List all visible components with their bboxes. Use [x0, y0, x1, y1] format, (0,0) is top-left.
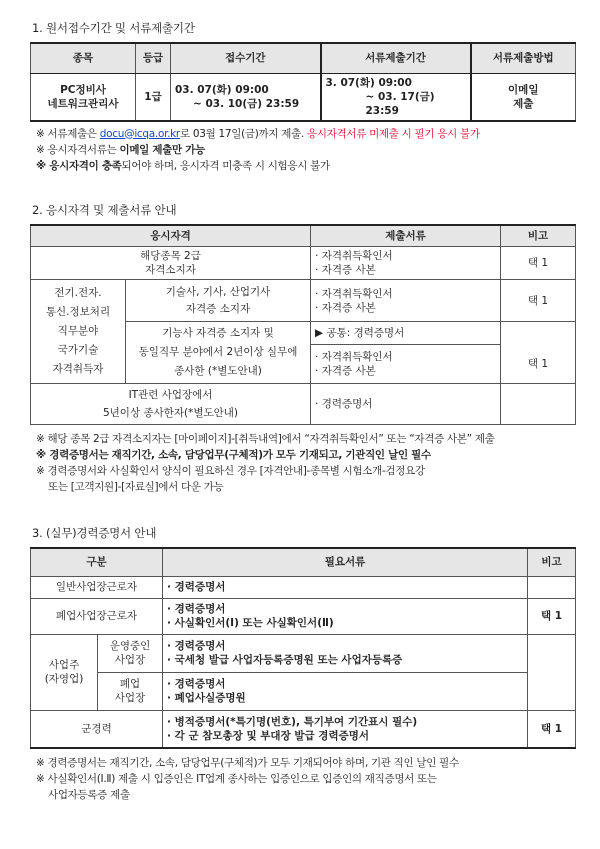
email-link[interactable]: docu@icqa.or.kr: [99, 127, 180, 140]
note-fact-confirm-cont: 사업자등록증 제출: [48, 789, 130, 801]
qual-it-experience: [31, 384, 311, 425]
qual-grade2: [31, 247, 311, 280]
header-remark: 비고: [528, 548, 576, 576]
note-career-cert: ※ 경력증명서는 재직기간, 소속, 담당업무(구체적)가 모두 기재되고, 기관직인 날인 필수: [36, 449, 431, 461]
header-grade: 등급: [136, 43, 171, 73]
remark-craftsman: 택 1: [501, 344, 576, 383]
doc-line: · 경력증명서: [167, 678, 226, 690]
label-line: 폐업: [119, 678, 141, 690]
doc-line: · 병적증명서(*특기명(번호), 특기부여 기간표시 필수): [167, 715, 418, 728]
category-owner: [31, 634, 98, 710]
item-line: 네트워크관리사: [47, 97, 119, 110]
docs-engineer: [311, 280, 501, 322]
note-text: 로 03월 17일(금)까지 제출.: [179, 127, 308, 140]
note-bold: 이메일 제출만 가능: [119, 143, 205, 156]
label-line: 운영중인: [109, 640, 151, 652]
group-line: 전기.전자.: [54, 287, 102, 299]
category-military: 군경력: [31, 710, 163, 748]
note-text: ※ 응시자격서류는: [36, 143, 120, 156]
qual-line: 기술사, 기사, 산업기사: [165, 285, 271, 298]
docs-craftsman: [311, 344, 501, 383]
method-line: 이메일: [508, 83, 539, 96]
group-label-cell: [31, 280, 126, 384]
section3-table: [30, 547, 576, 749]
qual-craftsman: [126, 322, 311, 384]
section2-table: [30, 224, 576, 426]
submission-end: ~ 03. 17(금) 23:59: [365, 90, 435, 117]
docs-owner-closed: [163, 672, 528, 710]
group-line: 자격취득자: [52, 363, 104, 375]
item-cell: [31, 73, 136, 121]
doc-line: · 국세청 발급 사업자등록증명원 또는 사업자등록증: [167, 654, 403, 666]
note-career-cert: ※ 경력증명서는 재직기간, 소속, 담당업무(구체적)가 모두 기재되어야 하며, 기관 직인 날인 필수: [36, 757, 459, 769]
note-text: ※ 서류제출은: [36, 127, 100, 140]
qual-line: IT관련 사업장에서: [128, 389, 213, 401]
doc-line: · 각 군 참모총장 및 부대장 발급 경력증명서: [167, 729, 370, 742]
docs-it-experience: · 경력증명서: [311, 384, 501, 425]
group-line: 직무분야: [57, 325, 99, 337]
document-page: [30, 20, 575, 803]
method-cell: [471, 73, 576, 121]
reception-cell: [171, 73, 321, 121]
reception-end: ~ 03. 10(금) 23:59: [193, 97, 300, 110]
header-required-docs: 필요서류: [163, 548, 528, 576]
grade-cell: 1급: [136, 73, 171, 121]
reception-start: 03. 07(화) 09:00: [175, 83, 269, 96]
header-documents: 제출서류: [311, 225, 501, 247]
docs-closed-business: [163, 598, 528, 634]
remark-grade2: 택 1: [501, 247, 576, 280]
doc-line: · 경력증명서: [167, 603, 226, 615]
group-line: 사업주: [48, 659, 80, 671]
category-closed-business: 폐업사업장근로자: [31, 598, 163, 634]
note-qualification: [30, 158, 575, 174]
doc-line: · 자격취득확인서: [315, 350, 393, 363]
note-email-only: [30, 142, 575, 158]
doc-line: · 자격취득확인서: [315, 250, 393, 262]
note-fact-confirm: ※ 사실확인서(Ⅰ.Ⅱ) 제출 시 입증인은 IT업계 종사하는 입증인으로 입증인의 재직증명서 또는: [36, 773, 437, 785]
qual-line: 5년이상 종사한자(*별도안내): [102, 407, 239, 419]
group-line: 통신.정보처리: [45, 306, 111, 318]
label-line: 사업장: [114, 654, 146, 666]
label-line: 사업장: [114, 692, 146, 704]
note-bold: ※ 응시자격이 충족: [36, 159, 122, 172]
header-category: 구분: [31, 548, 163, 576]
header-remark: 비고: [501, 225, 576, 247]
remark-owner: [528, 634, 576, 710]
section2-title: 2. 응시자격 및 제출서류 안내: [32, 202, 177, 217]
doc-line: · 자격증 사본: [315, 364, 376, 377]
remark-military: 택 1: [528, 710, 576, 748]
header-submission: 서류제출기간: [321, 43, 471, 73]
section3-title: 3. (실무)경력증명서 안내: [32, 526, 157, 540]
header-reception: 접수기간: [171, 43, 321, 73]
docs-grade2: [311, 247, 501, 280]
submission-start: 3. 07(화) 09:00: [325, 76, 412, 89]
item-line: PC정비사: [60, 83, 106, 96]
docs-military: [163, 710, 528, 748]
section3-notes: [30, 755, 575, 803]
header-qualification: 응시자격: [31, 225, 311, 247]
note-forms: ※ 경력증명서와 사실확인서 양식이 필요하신 경우 [자격안내]-종목별 시험소개-검정요강: [36, 465, 425, 477]
header-method: 서류제출방법: [471, 43, 576, 73]
doc-line: · 자격취득확인서: [315, 287, 393, 300]
doc-line: · 경력증명서: [167, 640, 226, 652]
doc-line: · 자격증 사본: [315, 301, 376, 314]
qual-line: 자격증 소지자: [185, 302, 251, 315]
section1-title: 1. 원서접수기간 및 서류제출기간: [32, 21, 195, 35]
category-owner-operating: [98, 634, 163, 672]
docs-general: · 경력증명서: [163, 576, 528, 598]
section1-notes: [30, 126, 575, 174]
remark-general: [528, 576, 576, 598]
section1-table: [30, 42, 576, 122]
method-line: 제출: [513, 97, 534, 110]
warning-text: 응시자격서류 미제출 시 필기 응시 불가: [307, 127, 480, 140]
qual-line: 동일직무 분야에서 2년이상 실무에: [138, 346, 298, 358]
header-item: 종목: [31, 43, 136, 73]
group-line: (자영업): [44, 673, 84, 685]
category-general: 일반사업장근로자: [31, 576, 163, 598]
note-forms-cont: 또는 [고객지원]-[자료실]에서 다운 가능: [48, 481, 224, 493]
qual-line: 종사한 (*별도안내): [174, 365, 262, 377]
note-text: 되어야 하며, 응시자격 미충족 시 시험응시 불가: [121, 159, 330, 172]
docs-common: ▶ 공통: 경력증명서: [311, 322, 501, 345]
submission-cell: [321, 73, 471, 121]
remark-empty: [501, 322, 576, 345]
qual-line: 기능사 자격증 소지자 및: [162, 327, 274, 339]
group-line: 국가기술: [57, 344, 99, 356]
qual-engineer: [126, 280, 311, 322]
docs-owner-operating: [163, 634, 528, 672]
doc-line: · 폐업사실증명원: [167, 692, 246, 704]
remark-engineer: 택 1: [501, 280, 576, 322]
doc-line: · 사실확인서(Ⅰ) 또는 사실확인서(Ⅱ): [167, 617, 334, 629]
qual-line: 해당종목 2급: [140, 250, 201, 262]
note-submission: [30, 126, 575, 142]
remark-closed-business: 택 1: [528, 598, 576, 634]
note-grade2: ※ 해당 종목 2급 자격소지자는 [마이페이지]-[취득내역]에서 “자격취득확인서” 또는 “자격증 사본” 제출: [36, 433, 495, 445]
section2-notes: [30, 431, 575, 495]
qual-line: 자격소지자: [145, 264, 196, 276]
doc-line: · 자격증 사본: [315, 264, 376, 276]
category-owner-closed: [98, 672, 163, 710]
remark-it-experience: [501, 384, 576, 425]
